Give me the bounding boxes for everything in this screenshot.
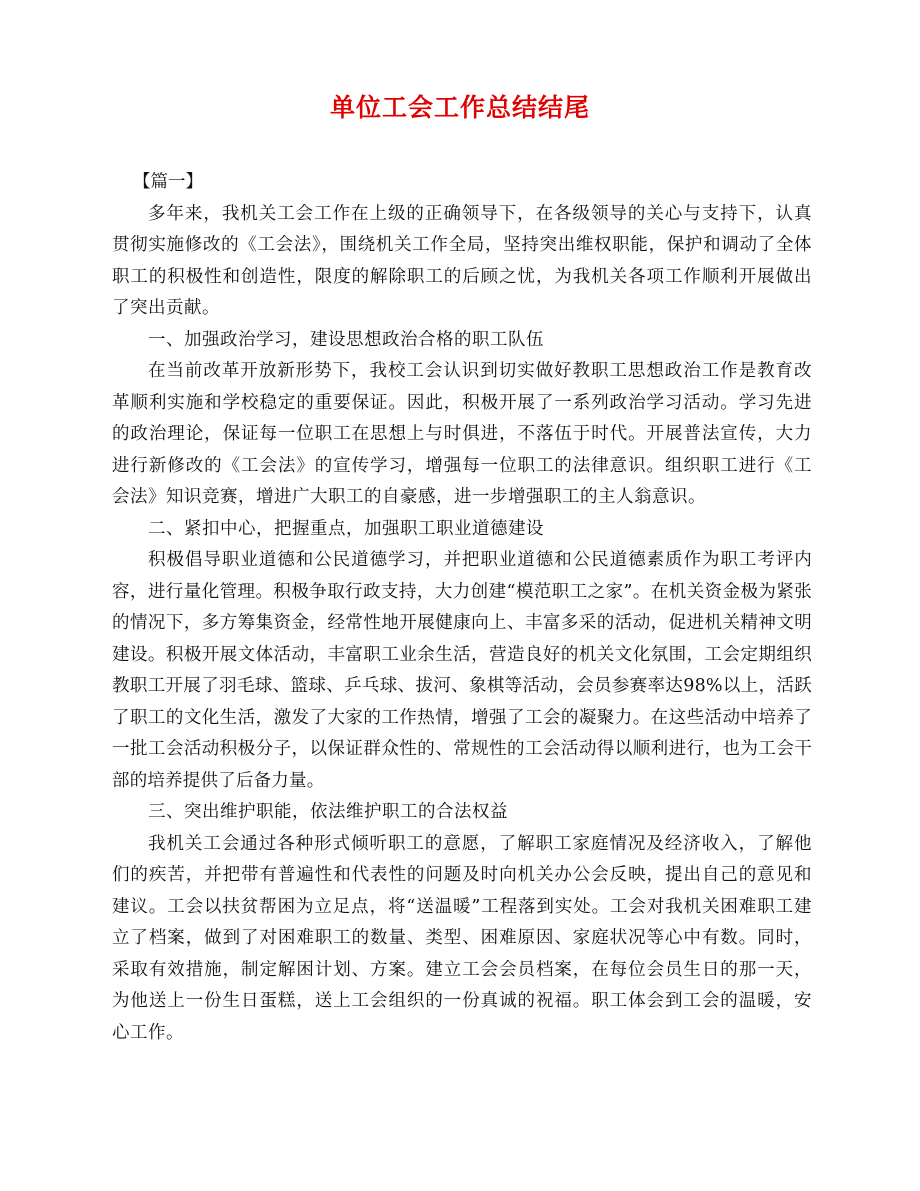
- section-heading-1: 一、加强政治学习，建设思想政治合格的职工队伍: [148, 329, 544, 350]
- paragraph-3: 我机关工会通过各种形式倾听职工的意愿，了解职工家庭情况及经济收入，了解他们的疾苦，并把带有普遍性和代表性的问题及时向机关办公会反映，提出自己的意见和建议。工会以扶贫帮困为立足点，将“送温暖”工程落到实处。工会对我机关困难职工建立了档案，做到了对困难职工的数量、类型、困难原因、家庭状况等心中有数。同时，采取有效措施，制定解困计划、方案。建立工会会员档案，在每位会员生日的那一天，为他送上一份生日蛋糕，送上工会组织的一份真诚的祝福。职工体会到工会的温暖，安心工作。: [112, 833, 812, 1043]
- intro-paragraph: 多年来，我机关工会工作在上级的正确领导下，在各级领导的关心与支持下，认真贯彻实施修改的《工会法》，围绕机关工作全局，坚持突出维权职能，保护和调动了全体职工的积极性和创造性，限度的解除职工的后顾之忧，为我机关各项工作顺利开展做出了突出贡献。: [112, 203, 812, 318]
- paragraph-2: 积极倡导职业道德和公民道德学习，并把职业道德和公民道德素质作为职工考评内容，进行量化管理。积极争取行政支持，大力创建“模范职工之家”。在机关资金极为紧张的情况下，多方筹集资金，经常性地开展健康向上、丰富多采的活动，促进机关精神文明建设。积极开展文体活动，丰富职工业余生活，营造良好的机关文化氛围，工会定期组织教职工开展了羽毛球、篮球、乒乓球、拔河、象棋等活动，会员参赛率达98%以上，活跃了职工的文化生活，激发了大家的工作热情，增强了工会的凝聚力。在这些活动中培养了一批工会活动积极分子，以保证群众性的、常规性的工会活动得以顺利进行，也为工会干部的培养提供了后备力量。: [112, 550, 812, 791]
- document-body: [112, 167, 812, 1049]
- paragraph-1: 在当前改革开放新形势下，我校工会认识到切实做好教职工思想政治工作是教育改革顺利实施和学校稳定的重要保证。因此，积极开展了一系列政治学习活动。学习先进的政治理论，保证每一位职工在思想上与时俱进，不落伍于时代。开展普法宣传，大力进行新修改的《工会法》的宣传学习，增强每一位职工的法律意识。组织职工进行《工会法》知识竞赛，增进广大职工的自豪感，进一步增强职工的主人翁意识。: [112, 361, 812, 507]
- section-label: 【篇一】: [133, 172, 203, 192]
- document-title: 单位工会工作总结结尾: [329, 93, 590, 122]
- section-heading-2: 二、紧扣中心，把握重点，加强职工职业道德建设: [148, 518, 544, 539]
- section-heading-3: 三、突出维护职能，依法维护职工的合法权益: [148, 802, 508, 822]
